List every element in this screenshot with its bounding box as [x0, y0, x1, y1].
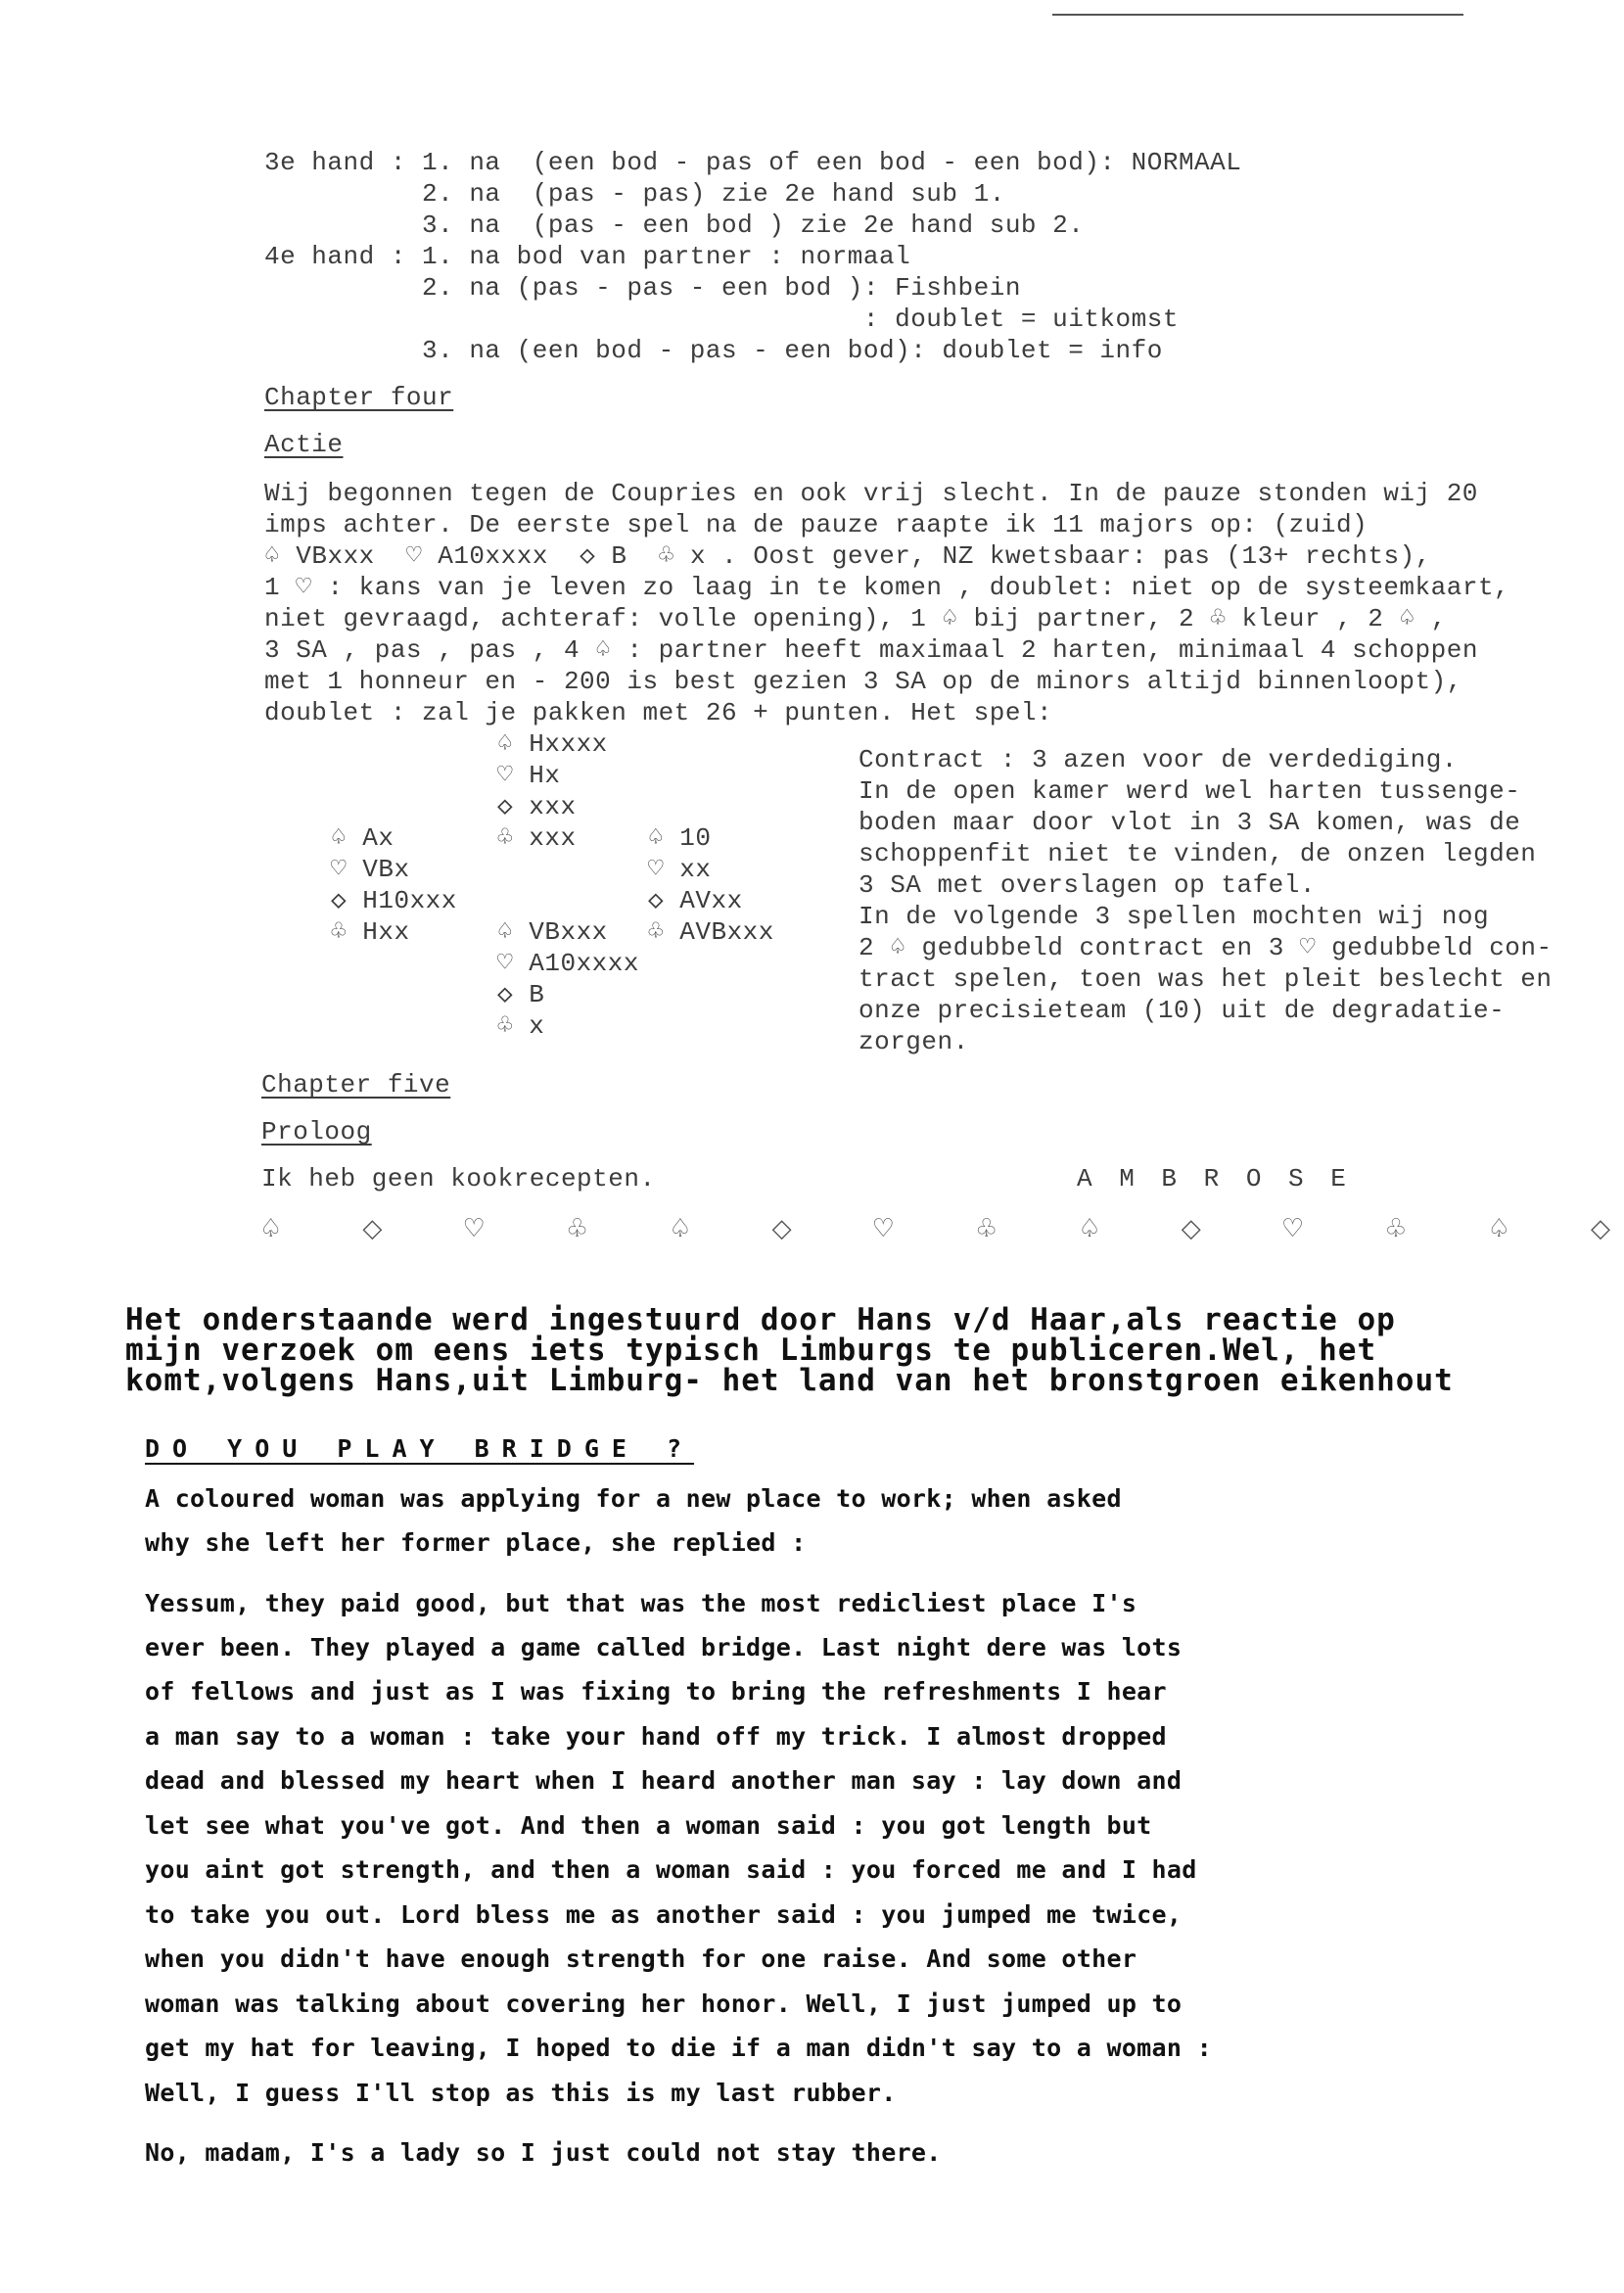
text-line: when you didn't have enough strength for one raise. And some other: [145, 1944, 1137, 1973]
chapter-five-heading: Chapter five: [261, 1070, 451, 1100]
text-line: a man say to a woman : take your hand off my trick. I almost dropped: [145, 1722, 1167, 1751]
text-line: tract spelen, toen was het pleit beslecht en: [858, 964, 1553, 994]
south-diamonds: ◇ B: [497, 980, 545, 1009]
text-line: Contract : 3 azen voor de verdediging.: [858, 745, 1458, 774]
text-line: ♤ VBxxx ♡ A10xxxx ◇ B ♧ x . Oost gever, NZ kwetsbaar: pas (13+ rechts),: [264, 541, 1431, 571]
text-line: mijn verzoek om eens iets typisch Limburgs te publiceren.Wel, het: [125, 1333, 1377, 1368]
south-spades: ♤ VBxxx: [497, 917, 608, 947]
south-hearts: ♡ A10xxxx: [497, 949, 639, 978]
text-line: 4e hand : 1. na bod van partner : normaal: [264, 242, 911, 271]
east-diamonds: ◇ AVxx: [648, 886, 743, 915]
story-heading: DO YOU PLAY BRIDGE ?: [145, 1434, 695, 1463]
text-line: 3. na (een bod - pas - een bod): doublet = info: [264, 336, 1163, 365]
text-line: let see what you've got. And then a woman said : you got length but: [145, 1811, 1152, 1840]
text-line: Well, I guess I'll stop as this is my last rubber.: [145, 2079, 897, 2107]
club-icon: ♧: [1384, 1214, 1408, 1243]
text-line: 2 ♤ gedubbeld contract en 3 ♡ gedubbeld con-: [858, 933, 1553, 962]
proloog-heading: Proloog: [261, 1117, 372, 1146]
text-line: Het onderstaande werd ingestuurd door Hans v/d Haar,als reactie op: [125, 1302, 1396, 1337]
north-spades: ♤ Hxxxx: [497, 729, 608, 759]
text-line: of fellows and just as I was fixing to bring the refreshments I hear: [145, 1677, 1167, 1706]
spade-icon: ♤: [1078, 1214, 1101, 1243]
text-line: 3. na (pas - een bod ) zie 2e hand sub 2.: [264, 211, 1085, 240]
heart-icon: ♡: [462, 1214, 486, 1243]
top-rule: [1052, 14, 1463, 16]
text-line: : doublet = uitkomst: [264, 304, 1179, 334]
spade-icon: ♤: [259, 1214, 283, 1243]
text-line: doublet : zal je pakken met 26 + punten. Het spel:: [264, 698, 1053, 727]
west-clubs: ♧ Hxx: [331, 917, 410, 947]
text-line: A coloured woman was applying for a new place to work; when asked: [145, 1484, 1122, 1513]
text-line: schoppenfit niet te vinden, de onzen legden: [858, 839, 1537, 868]
text-line: 3 SA , pas , pas , 4 ♤ : partner heeft maximaal 2 harten, minimaal 4 schoppen: [264, 635, 1478, 665]
text-line: 3 SA met overslagen op tafel.: [858, 870, 1316, 900]
diamond-icon: ◇: [1181, 1214, 1201, 1243]
text-line: niet gevraagd, achteraf: volle opening), 1 ♤ bij partner, 2 ♧ kleur , 2 ♤ ,: [264, 604, 1447, 633]
east-hearts: ♡ xx: [648, 855, 712, 884]
club-icon: ♧: [975, 1214, 998, 1243]
story-final-line: No, madam, I's a lady so I just could not stay there.: [145, 2138, 942, 2167]
west-diamonds: ◇ H10xxx: [331, 886, 457, 915]
diamond-icon: ◇: [362, 1214, 383, 1243]
text-line: get my hat for leaving, I hoped to die if a man didn't say to a woman :: [145, 2034, 1212, 2062]
text-line: In de volgende 3 spellen mochten wij nog: [858, 902, 1490, 931]
text-line: boden maar door vlot in 3 SA komen, was de: [858, 808, 1521, 837]
text-line: met 1 honneur en - 200 is best gezien 3 SA op de minors altijd binnenloopt),: [264, 667, 1462, 696]
west-hearts: ♡ VBx: [331, 855, 410, 884]
text-line: 1 ♡ : kans van je leven zo laag in te komen , doublet: niet op de systeemkaart,: [264, 573, 1510, 602]
east-clubs: ♧ AVBxxx: [648, 917, 774, 947]
text-line: ever been. They played a game called bridge. Last night dere was lots: [145, 1633, 1183, 1661]
text-line: dead and blessed my heart when I heard another man say : lay down and: [145, 1766, 1183, 1795]
heart-icon: ♡: [871, 1214, 895, 1243]
signature: A M B R O S E: [1077, 1164, 1352, 1193]
east-spades: ♤ 10: [648, 823, 712, 853]
text-line: you aint got strength, and then a woman said : you forced me and I had: [145, 1855, 1197, 1884]
text-line: 2. na (pas - pas) zie 2e hand sub 1.: [264, 179, 1005, 209]
text-line: to take you out. Lord bless me as another said : you jumped me twice,: [145, 1900, 1183, 1929]
text-line: woman was talking about covering her honor. Well, I just jumped up to: [145, 1989, 1183, 2018]
heart-icon: ♡: [1280, 1214, 1305, 1243]
text-line: imps achter. De eerste spel na de pauze raapte ik 11 majors op: (zuid): [264, 510, 1369, 539]
south-clubs: ♧ x: [497, 1011, 545, 1041]
west-spades: ♤ Ax: [331, 823, 394, 853]
text-line: komt,volgens Hans,uit Limburg- het land van het bronstgroen eikenhout: [125, 1363, 1454, 1398]
text-line: Yessum, they paid good, but that was the most redicliest place I's: [145, 1589, 1137, 1617]
actie-heading: Actie: [264, 430, 344, 459]
suit-symbol-row: [259, 1214, 1610, 1243]
north-clubs: ♧ xxx: [497, 823, 577, 853]
text-line: 2. na (pas - pas - een bod ): Fishbein: [264, 273, 1021, 303]
chapter-four-heading: Chapter four: [264, 383, 454, 412]
text-line: why she left her former place, she replied :: [145, 1528, 807, 1557]
text-line: 3e hand : 1. na (een bod - pas of een bod - een bod): NORMAAL: [264, 148, 1242, 177]
text-line: zorgen.: [858, 1027, 969, 1056]
spade-icon: ♤: [1487, 1214, 1510, 1243]
text-line: In de open kamer werd wel harten tussenge-: [858, 776, 1521, 806]
text-line: onze precisieteam (10) uit de degradatie-: [858, 996, 1506, 1025]
proloog-text: Ik heb geen kookrecepten.: [261, 1164, 656, 1193]
club-icon: ♧: [565, 1214, 589, 1243]
north-hearts: ♡ Hx: [497, 761, 561, 790]
text-line: Wij begonnen tegen de Coupries en ook vrij slecht. In de pauze stonden wij 20: [264, 479, 1478, 508]
north-diamonds: ◇ xxx: [497, 792, 577, 821]
spade-icon: ♤: [669, 1214, 692, 1243]
diamond-icon: ◇: [1590, 1214, 1610, 1243]
diamond-icon: ◇: [771, 1214, 792, 1243]
